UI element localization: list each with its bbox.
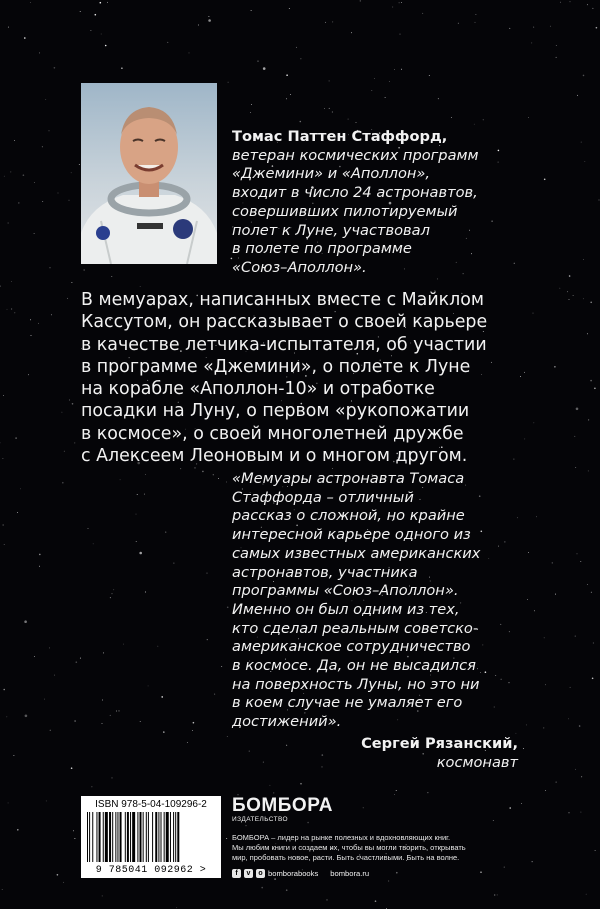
publisher-logo: БОМБОРА <box>232 795 333 816</box>
author-bio-line: «Союз–Аполлон». <box>232 258 367 276</box>
publisher-website: bombora.ru <box>330 869 370 878</box>
quote-line: интересной карьере одного из <box>232 526 471 544</box>
description-line: на корабле «Аполлон-10» и отработке <box>81 379 435 400</box>
quote-line: Стаффорда – отличный <box>232 488 414 506</box>
author-bio <box>232 128 532 278</box>
quote-line: на поверхность Луны, но это ни <box>232 675 480 693</box>
author-bio-line: в полете по программе <box>232 240 412 258</box>
publisher-links <box>232 869 527 878</box>
quote-line: в коем случае не умаляет его <box>232 694 463 712</box>
quote-line: «Мемуары астронавта Томаса <box>232 470 465 487</box>
publisher-text-line: мир, пробовать новое, расти. Быть счастливыми. Быть на волне. <box>232 853 460 862</box>
author-bio-line: совершивших пилотируемый <box>232 202 458 220</box>
quote-line: самых известных американских <box>232 544 481 562</box>
review-quote <box>232 470 532 732</box>
publisher-block <box>232 796 527 878</box>
quote-line: Именно он был одним из тех, <box>232 600 460 618</box>
barcode-number: 9 785041 092962 > <box>95 865 207 876</box>
author-bio-line: входит в число 24 астронавтов, <box>232 184 478 202</box>
barcode-bars <box>87 812 215 862</box>
description-line: Кассутом, он рассказывает о своей карьере <box>81 312 488 333</box>
description-line: в качестве летчика-испытателя, об участии <box>81 334 487 355</box>
reviewer-role: космонавт <box>436 753 518 771</box>
quote-line: кто сделал реальным советско- <box>232 619 479 637</box>
publisher-description <box>232 833 527 863</box>
vk-icon: v <box>244 869 253 878</box>
quote-line: рассказ о сложной, но крайне <box>232 507 465 525</box>
isbn-label: ISBN 978-5-04-109296-2 <box>95 799 207 810</box>
publisher-subtitle: ИЗДАТЕЛЬСТВО <box>232 816 288 823</box>
quote-line: в космосе. Да, он не высадился <box>232 657 476 675</box>
description-line: в программе «Джемини», о полете к Луне <box>81 356 471 377</box>
quote-line: программы «Союз–Аполлон». <box>232 582 459 600</box>
author-bio-line: полет к Луне, участвовал <box>232 221 430 239</box>
description-line: в космосе», о своей многолетней дружбе <box>81 423 464 444</box>
social-handle: bomborabooks <box>268 869 319 878</box>
quote-signature <box>361 735 518 772</box>
description-line: посадки на Луну, о первом «рукопожатии <box>81 401 470 422</box>
publisher-text-line: Мы любим книги и создаем их, чтобы вы могли творить, открывать <box>232 843 466 852</box>
instagram-icon: o <box>256 869 265 878</box>
book-description <box>81 289 521 467</box>
author-photo <box>81 83 217 264</box>
facebook-icon: f <box>232 869 241 878</box>
quote-line: американское сотрудничество <box>232 638 471 656</box>
author-name: Томас Паттен Стаффорд, <box>232 128 448 145</box>
author-bio-line: ветеран космических программ <box>232 146 479 164</box>
publisher-text-line: БОМБОРА – лидер на рынке полезных и вдохновляющих книг. <box>232 833 451 842</box>
description-line: В мемуарах, написанных вместе с Майклом <box>81 290 485 310</box>
isbn-barcode <box>81 796 221 878</box>
reviewer-name: Сергей Рязанский, <box>361 735 518 752</box>
quote-line: астронавтов, участника <box>232 563 418 581</box>
description-line: с Алексеем Леоновым и о многом другом. <box>81 446 468 467</box>
quote-line: достижений». <box>232 713 342 731</box>
author-bio-line: «Джемини» и «Аполлон», <box>232 165 431 183</box>
